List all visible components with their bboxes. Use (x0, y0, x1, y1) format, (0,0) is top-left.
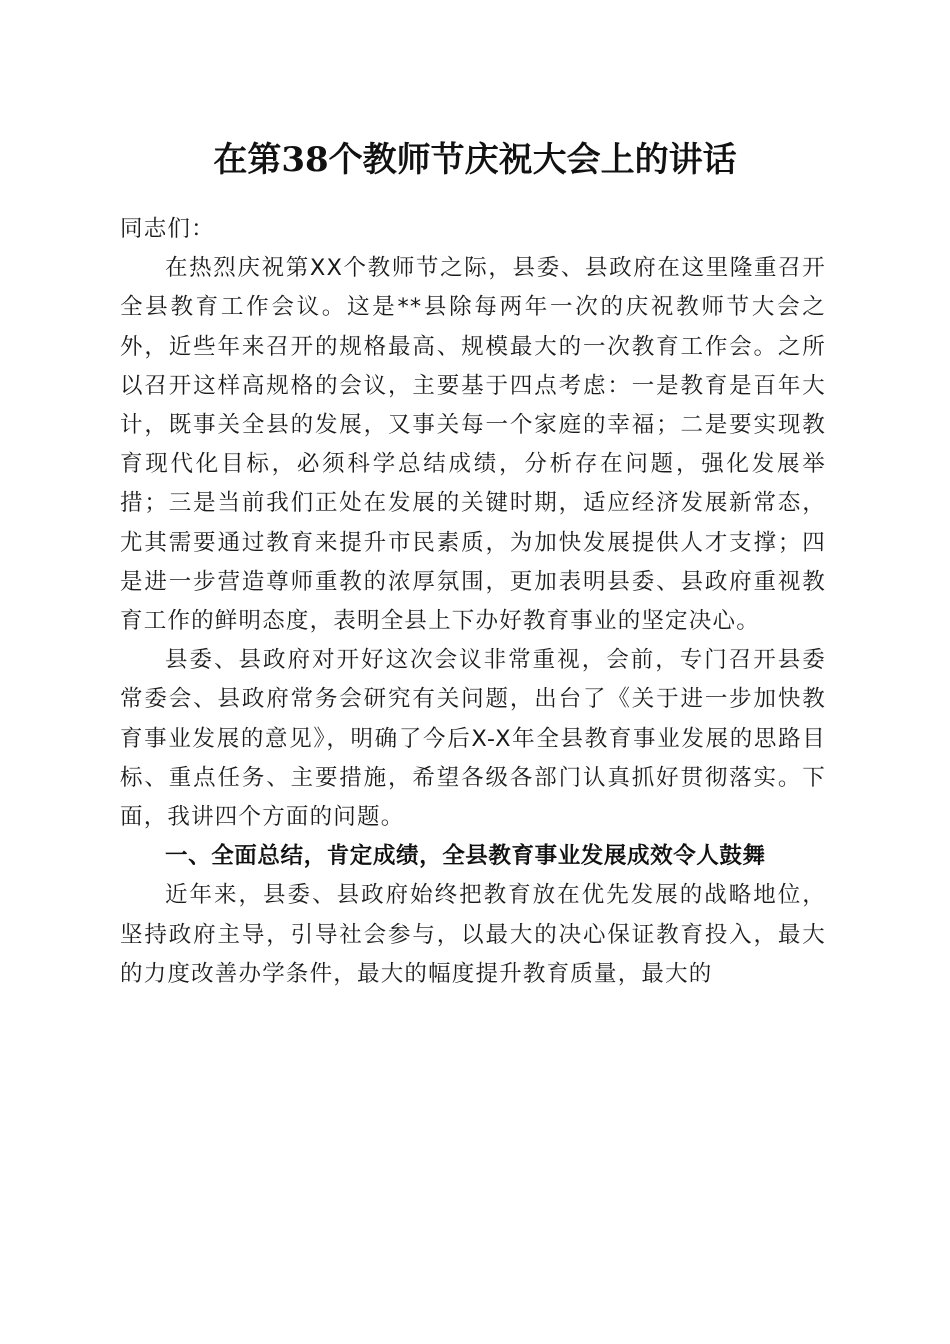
section-1-paragraph: 近年来，县委、县政府始终把教育放在优先发展的战略地位，坚持政府主导，引导社会参与，以最大的决心保证教育投入，最大的力度改善办学条件，最大的幅度提升教育质量，最大的 (120, 882, 826, 987)
section-heading-1: 一、全面总结，肯定成绩，全县教育事业发展成效令人鼓舞 (165, 843, 766, 870)
document-body (120, 210, 826, 994)
salutation: 同志们： (120, 216, 215, 242)
paragraph-2: 县委、县政府对开好这次会议非常重视，会前，专门召开县委常委会、县政府常务会研究有关问题，出台了《关于进一步加快教育事业发展的意见》，明确了今后X-X年全县教育事业发展的思路目标、重点任务、主要措施，希望各级各部门认真抓好贯彻落实。下面，我讲四个方面的问题。 (120, 647, 826, 831)
paragraph-1: 在热烈庆祝第XX个教师节之际，县委、县政府在这里隆重召开全县教育工作会议。这是**县除每两年一次的庆祝教师节大会之外，近些年来召开的规格最高、规模最大的一次教育工作会。之所以召开这样高规格的会议，主要基于四点考虑：一是教育是百年大计，既事关全县的发展，又事关每一个家庭的幸福；二是要实现教育现代化目标，必须科学总结成绩，分析存在问题，强化发展举措；三是当前我们正处在发展的关键时期，适应经济发展新常态，尤其需要通过教育来提升市民素质，为加快发展提供人才支撑；四是进一步营造尊师重教的浓厚氛围，更加表明县委、县政府重视教育工作的鲜明态度，表明全县上下办好教育事业的坚定决心。 (120, 255, 826, 635)
document-title: 在第38个教师节庆祝大会上的讲话 (213, 140, 737, 180)
